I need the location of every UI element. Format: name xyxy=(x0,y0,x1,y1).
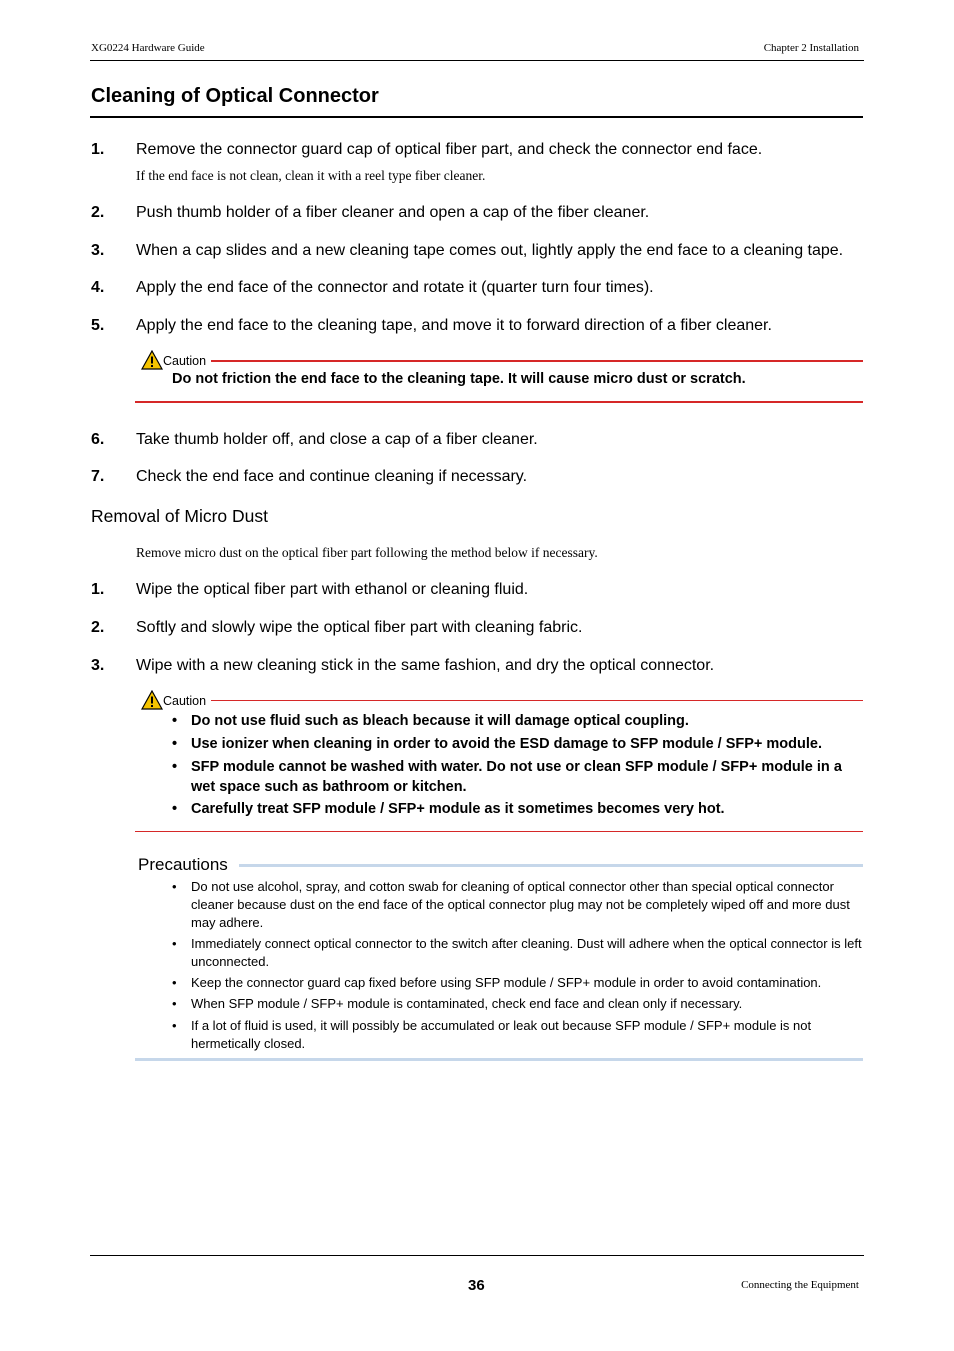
step-text: Check the end face and continue cleaning if necessary. xyxy=(136,468,528,485)
warning-triangle-icon xyxy=(141,350,163,370)
step-number: 7. xyxy=(91,468,105,485)
running-footer-right: Connecting the Equipment xyxy=(741,1279,859,1291)
step-text: Softly and slowly wipe the optical fiber part with cleaning fabric. xyxy=(136,619,583,636)
step-text: Wipe with a new cleaning stick in the same fashion, and dry the optical connector. xyxy=(136,657,715,674)
step-number: 2. xyxy=(91,204,105,221)
step-text: When a cap slides and a new cleaning tape comes out, lightly apply the end face to a cleaning tape. xyxy=(136,242,844,259)
step-text: Apply the end face of the connector and rotate it (quarter turn four times). xyxy=(136,279,654,296)
warning-triangle-icon xyxy=(141,690,163,710)
step-number: 1. xyxy=(91,141,105,158)
title-rule xyxy=(90,116,863,118)
precautions-bottom-rule xyxy=(135,1058,863,1061)
precautions-title: Precautions xyxy=(138,855,228,874)
bullet-icon: • xyxy=(172,801,178,817)
bullet-icon: • xyxy=(172,759,178,775)
step-number: 2. xyxy=(91,619,105,636)
step-1-note: If the end face is not clean, clean it with a reel type fiber cleaner. xyxy=(136,168,486,183)
header-rule xyxy=(90,60,864,61)
caution-label: Caution xyxy=(163,354,207,368)
subsection-intro: Remove micro dust on the optical fiber part following the method below if necessary. xyxy=(136,545,598,560)
caution-top-rule xyxy=(211,360,863,362)
bullet-icon: • xyxy=(172,879,177,894)
bullet-icon: • xyxy=(172,713,178,729)
precautions-top-rule xyxy=(239,864,863,867)
section-title: Cleaning of Optical Connector xyxy=(91,85,379,107)
step-number: 3. xyxy=(91,657,105,674)
bullet-icon: • xyxy=(172,736,178,752)
subsection-heading: Removal of Micro Dust xyxy=(91,506,268,526)
footer-rule xyxy=(90,1255,864,1256)
document-page: XG0224 Hardware Guide Chapter 2 Installation Cleaning of Optical Connector 1. Remove the connector guard cap of optical fiber part, and check the connector end face. If the end face is not clean, clean it with a reel type fiber cleaner. 2. Push thumb holder of a fiber cleaner and open a cap of the fiber cleaner. 3. When a cap slides and a new cleaning tape comes out, lightly apply the end face to a cleaning tape. 4. Apply the end face of the connector and rotate it (quarter turn four times). 5. Apply the end face to the cleaning tape, and move it to forward direction of a fiber cleaner. Caution Do not friction the end face to the cleaning tape. It will cause micro dust or scratch. 6. Take thumb holder off, and close a cap of a fiber cleaner. 7. Check the end face and continue cleaning if necessary. Removal of Micro Dust Remove micro dust on the optical fiber part following the method below if necessary. 1. Wipe the optical fiber part with ethanol or cleaning fluid. 2. Softly and slowly wipe the optical fiber part with cleaning fabric. 3. Wipe with a new cleaning stick in the same fashion, and dry the optical connector. Caution • Do not use fluid such as bleach because it will damage optical coupling. • Use ionizer when cleaning in order to avoid the ESD damage to SFP module / SFP+ module. • SFP module cannot be washed with water. Do not use or clean SFP module / SFP+ module in a wet space such as bathroom or kitchen. • Carefully treat SFP module / SFP+ module as it sometimes becomes very hot. Precautions • Do not use alcohol, spray, and cotton swab for cleaning of optical connector other than special optical connector cleaner because dust on the end face of the optical connector plug may not be completely wiped off and more dust may adhere. • Immediately connect optical connector to the switch after cleaning. Dust will adhere when the optical connector is left unconnected. • Keep the connector guard cap fixed before using SFP module / SFP+ module in order to avoid contamination. • When SFP module / SFP+ module is contaminated, check end face and clean only if necessary. • If a lot of fluid is used, it will possibly be accumulated or leak out because SFP module / SFP+ module is not hermetically closed. 36 Connecting the Equipment xyxy=(0,0,954,1351)
step-number: 4. xyxy=(91,279,105,296)
bullet-icon: • xyxy=(172,975,177,990)
bullet-icon: • xyxy=(172,1018,177,1033)
step-text: Wipe the optical fiber part with ethanol or cleaning fluid. xyxy=(136,581,529,598)
step-text: Take thumb holder off, and close a cap of a fiber cleaner. xyxy=(136,431,538,448)
caution-bottom-rule xyxy=(135,831,863,832)
step-text: Push thumb holder of a fiber cleaner and open a cap of the fiber cleaner. xyxy=(136,204,650,221)
running-header-left: XG0224 Hardware Guide xyxy=(91,42,205,54)
bullet-icon: • xyxy=(172,936,177,951)
step-number: 3. xyxy=(91,242,105,259)
step-text: Remove the connector guard cap of optical fiber part, and check the connector end face. xyxy=(136,141,763,158)
caution-text: Do not friction the end face to the cleaning tape. It will cause micro dust or scratch. xyxy=(172,371,746,387)
bullet-icon: • xyxy=(172,996,177,1011)
step-number: 5. xyxy=(91,317,105,334)
step-number: 6. xyxy=(91,431,105,448)
page-number: 36 xyxy=(468,1277,485,1294)
step-number: 1. xyxy=(91,581,105,598)
running-header-right: Chapter 2 Installation xyxy=(763,42,859,54)
caution-top-rule xyxy=(211,700,863,701)
step-text: Apply the end face to the cleaning tape, and move it to forward direction of a fiber cleaner. xyxy=(136,317,772,334)
caution-label: Caution xyxy=(163,694,207,708)
caution-bottom-rule xyxy=(135,401,863,403)
